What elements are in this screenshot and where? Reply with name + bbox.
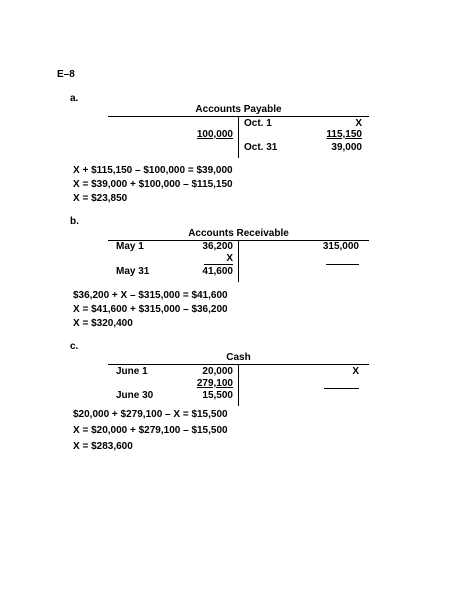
equation-line: X + $115,150 – $100,000 = $39,000	[73, 165, 233, 176]
debit-amount: 279,100	[196, 378, 233, 389]
exercise-id: E–8	[57, 69, 75, 80]
equation-line: X = $41,600 + $315,000 – $36,200	[73, 304, 228, 315]
debit-date: June 1	[116, 366, 148, 377]
credit-amount: X	[355, 118, 362, 129]
t-account-divider	[238, 116, 239, 158]
equation-line: X = $20,000 + $279,100 – $15,500	[73, 425, 228, 436]
account-title: Cash	[226, 352, 251, 363]
account-title: Accounts Payable	[195, 104, 282, 115]
t-account-divider	[238, 364, 239, 406]
debit-date: May 1	[116, 241, 144, 252]
equation-line: $20,000 + $279,100 – X = $15,500	[73, 409, 228, 420]
equation-result: X = $320,400	[73, 318, 133, 329]
credit-amount: 115,150	[326, 129, 362, 140]
credit-amount: 315,000	[322, 241, 359, 252]
balance-amount: 15,500	[202, 390, 233, 401]
credit-underline	[326, 264, 359, 265]
part-c-label: c.	[70, 341, 79, 352]
balance-amount: 39,000	[331, 142, 362, 153]
debit-amount: 20,000	[202, 366, 233, 377]
account-title: Accounts Receivable	[188, 228, 289, 239]
part-b-label: b.	[70, 216, 79, 227]
credit-underline	[324, 388, 359, 389]
equation-line: $36,200 + X – $315,000 = $41,600	[73, 290, 228, 301]
balance-amount: 41,600	[202, 266, 233, 277]
debit-amount: 100,000	[196, 129, 233, 140]
equation-result: X = $283,600	[73, 441, 133, 452]
balance-date: Oct. 31	[244, 142, 278, 153]
credit-amount: X	[352, 366, 359, 377]
balance-date: May 31	[116, 266, 150, 277]
equation-line: X = $39,000 + $100,000 – $115,150	[73, 179, 233, 190]
balance-date: June 30	[116, 390, 154, 401]
t-account-divider	[238, 240, 239, 282]
credit-date: Oct. 1	[244, 118, 272, 129]
part-a-label: a.	[70, 93, 79, 104]
debit-amount: 36,200	[202, 241, 233, 252]
debit-amount: X	[226, 253, 233, 264]
equation-result: X = $23,850	[73, 193, 128, 204]
